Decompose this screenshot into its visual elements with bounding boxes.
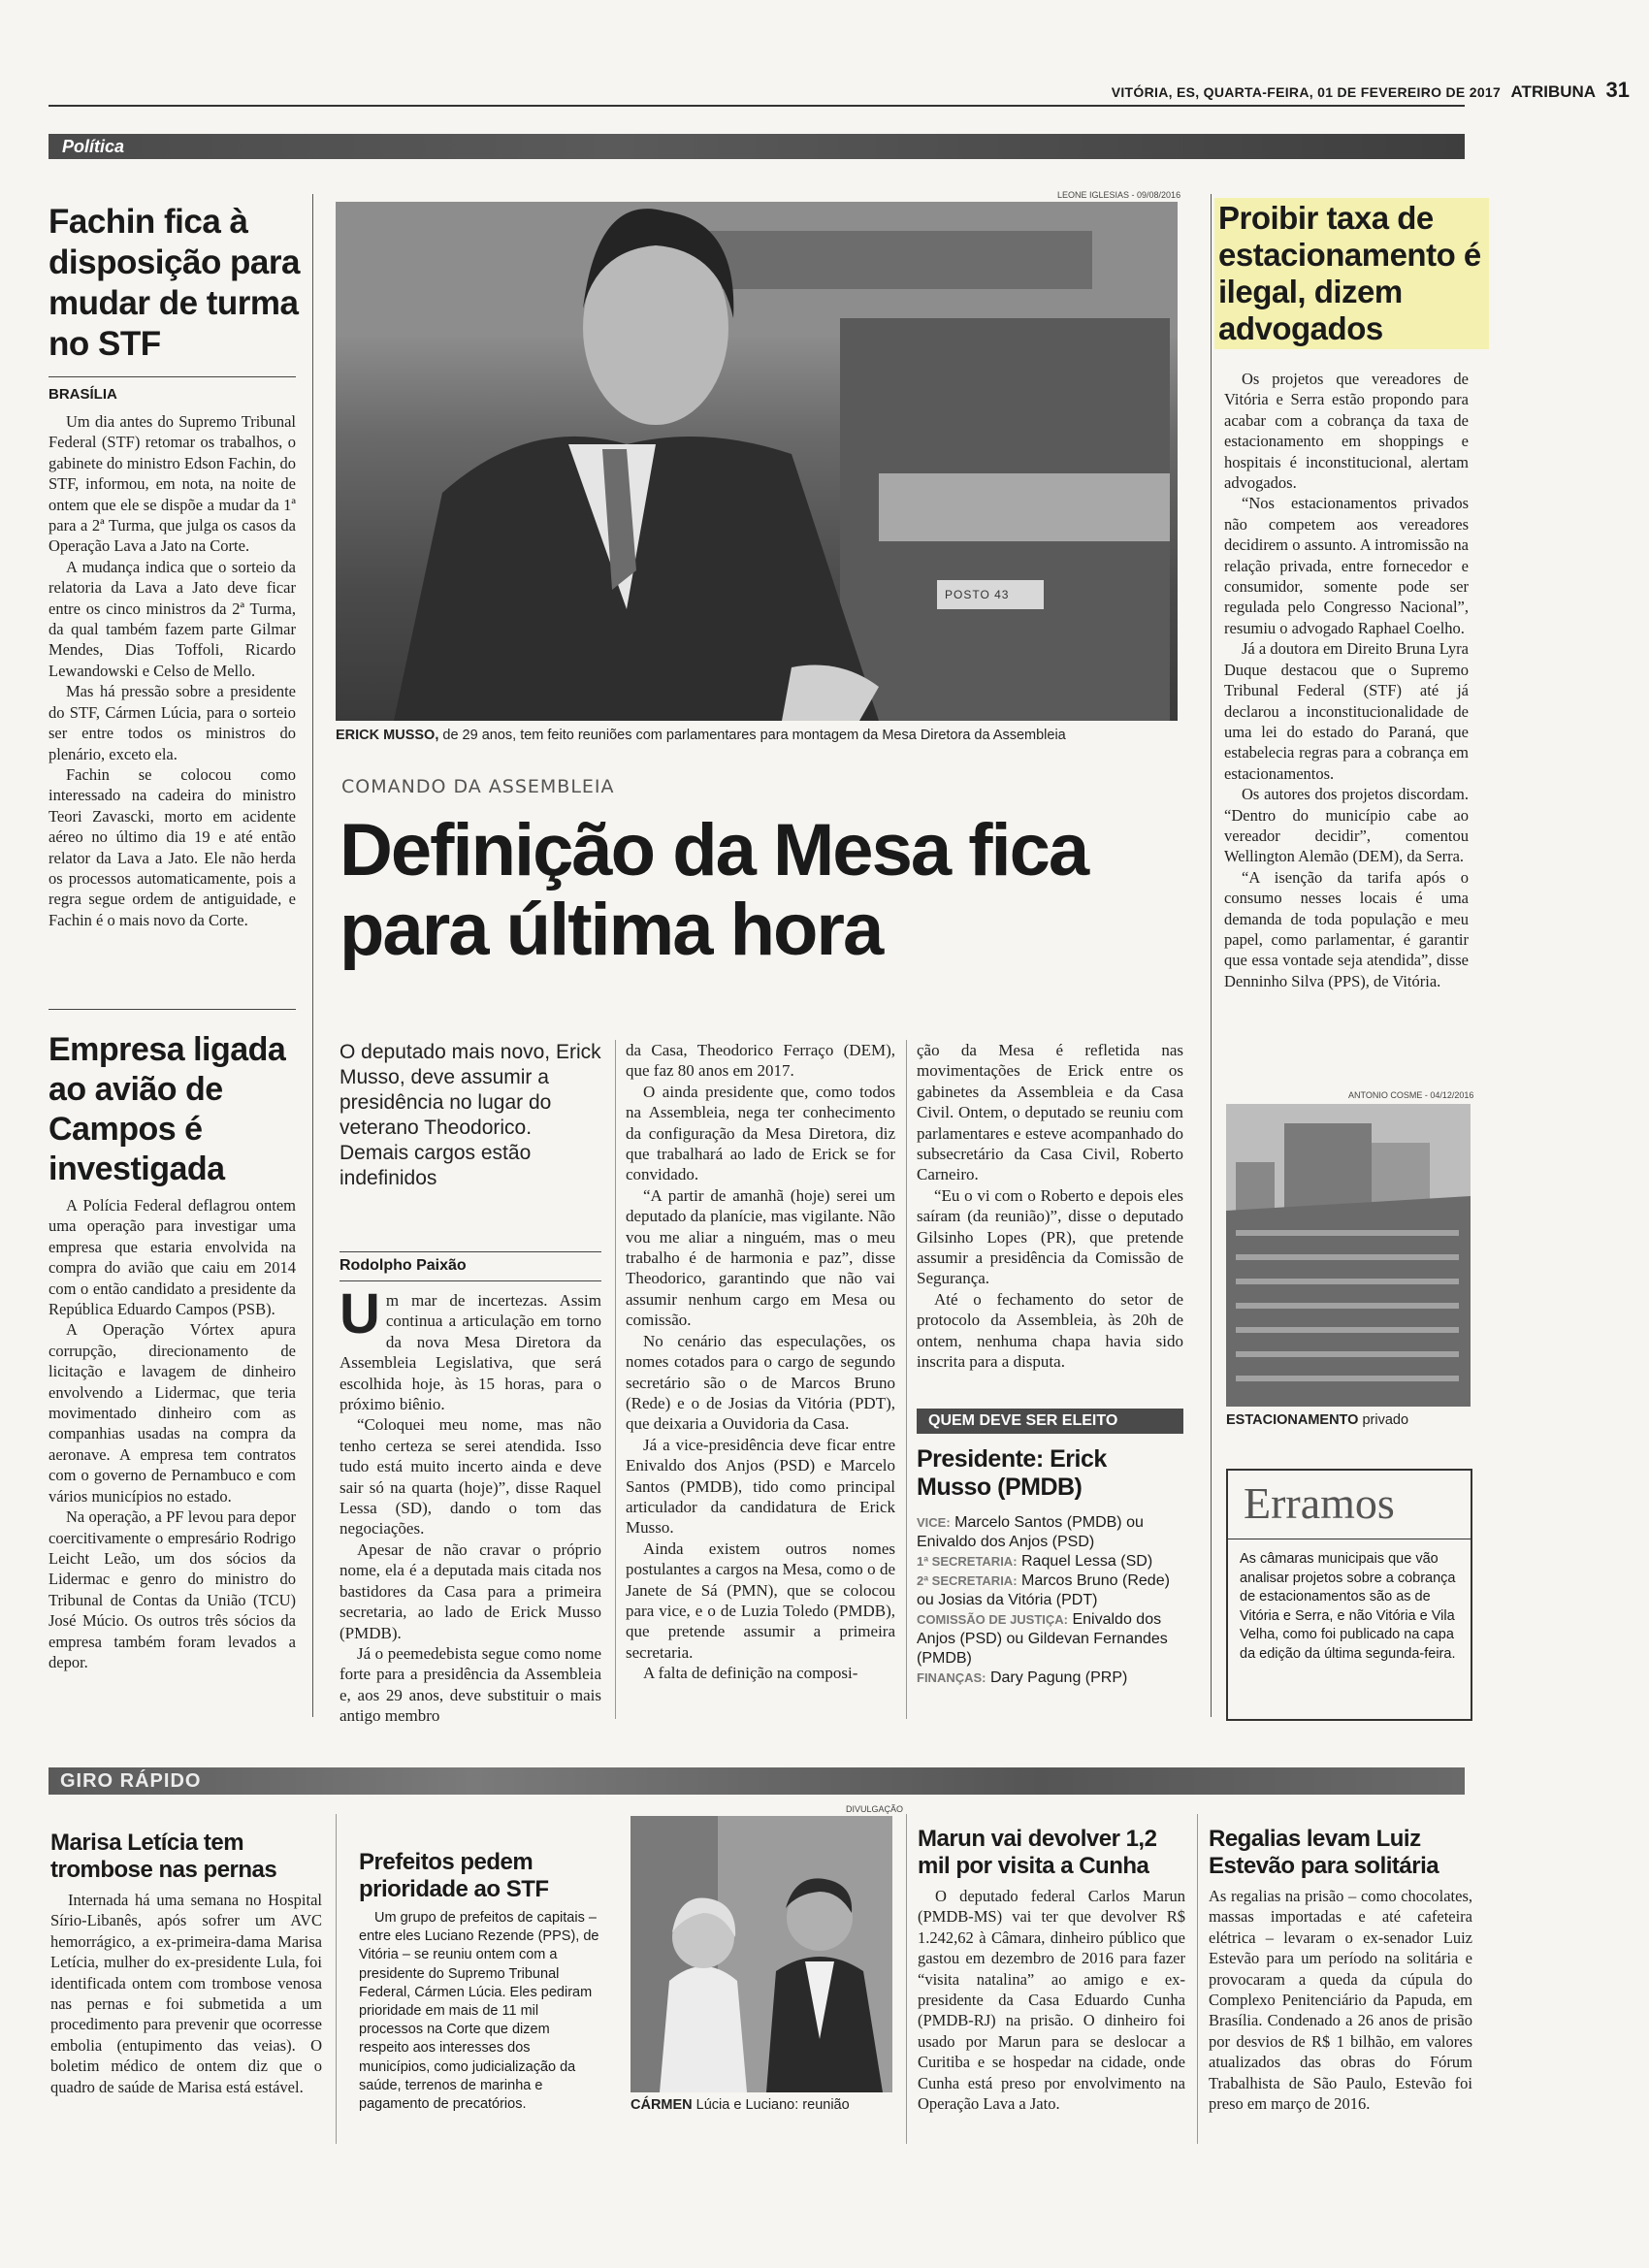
page-header [970, 78, 1630, 101]
taxa-p2: “Nos estacionamentos privados não competem aos vereadores decidirem o assunto. A intromissão na relação privada, entre fornecedor e consumidor, somente pode ser regulada pelo Congresso Nacional”, resumiu o advogado Raphael Coelho. [1224, 494, 1469, 637]
lead-kicker: COMANDO DA ASSEMBLEIA [341, 776, 615, 797]
quem-item-text: Raquel Lessa (SD) [1020, 1553, 1153, 1570]
empresa-p3: Na operação, a PF levou para depor coercitivamente o empresário Rodrigo Leicht Leão, um dos sócios da Lidermac e genro do ministro do Tribunal de Contas da União (TCU) José Múcio. Os outros três sócios da empresa também foram levados a depor. [48, 1507, 296, 1671]
fachin-p2: A mudança indica que o sorteio da relatoria da Lava a Jato deve ficar entre os cinco ministros da 2ª Turma, da qual também fazem parte Gilmar Mendes, Dias Toffoli, Ricardo Lewandowski e Celso de Mello. [48, 557, 296, 680]
main-photo-caption [336, 728, 1189, 743]
quem-item [917, 1552, 1183, 1571]
giro-divider-3 [1197, 1814, 1198, 2144]
lead-col1-p2: “Coloquei meu nome, mas não tenho certeza se serei atendida. Isso tudo está muito incerto ainda e deve sair só na quarta (hoje)”, disse Raquel Lessa (SD), dando o tom das negociações. [340, 1415, 601, 1539]
parking-photo-caption [1226, 1412, 1478, 1428]
giro-divider-2 [906, 1814, 907, 2144]
main-photo-credit: LEONE IGLESIAS - 09/08/2016 [1057, 190, 1181, 200]
lead-col3-p1: ção da Mesa é refletida nas movimentações de Erick entre os gabinetes da Assembleia e da Casa Civil. Ontem, o deputado se reuniu com parlamentares e esteve acompanhado do subsecretário da Casa Civil, Roberto Carneiro. [917, 1041, 1183, 1184]
lead-col2-p1: da Casa, Theodorico Ferraço (DEM), que faz 80 anos em 2017. [626, 1041, 895, 1081]
marisa-headline: Marisa Letícia tem trombose nas pernas [50, 1830, 277, 1883]
marisa-body [50, 1890, 322, 2097]
fachin-dateline: BRASÍLIA [48, 386, 117, 403]
lead-col1 [340, 1282, 601, 1727]
quem-item-label: COMISSÃO DE JUSTIÇA: [917, 1612, 1069, 1627]
lead-col1-p4: Já o peemedebista segue como nome forte para a presidência da Assembleia e, aos 29 anos, deve substituir o mais antigo membro [340, 1643, 601, 1726]
marisa-p1: Internada há uma semana no Hospital Sírio-Libanês, após sofrer um AVC hemorrágico, a ex-primeira-dama Marisa Letícia, mulher do ex-presidente Lula, foi identificada ontem com trombose venosa nas pernas e foi submetida a um procedimento para prevenir que ocorresse embolia (entupimento das veias). O boletim médico de ontem diz que o quadro de saúde de Marisa está estável. [50, 1891, 322, 2096]
parking-caption-name: ESTACIONAMENTO [1226, 1412, 1359, 1428]
taxa-headline: Proibir taxa de estacionamento é ilegal, dizem advogados [1214, 198, 1489, 349]
lead-col2-p7: A falta de definição na composi- [643, 1664, 858, 1683]
empresa-body [48, 1195, 296, 1672]
taxa-p5: “A isenção da tarifa após o consumo nesses locais é uma demanda de toda população e meu papel, como parlamentar, é garantir que essa vontade seja atendida”, disse Denninho Silva (PPS), de Vitória. [1224, 867, 1469, 990]
fachin-p1: Um dia antes do Supremo Tribunal Federal (STF) retomar os trabalhos, o gabinete do ministro Edson Fachin, do STF, informou, em nota, na noite de ontem que ele se dispõe a mudar da 1ª para a 2ª Turma, que julga os casos da Operação Lava a Jato na Corte. [48, 412, 296, 556]
empresa-p2: A Operação Vórtex apura corrupção, direcionamento de licitação e lavagem de dinheiro envolvendo a Lidermac, que teria movimentado dinheiro com as companhias usadas na compra da aeronave. A empresa tem contratos com o governo de Pernambuco e com vários municípios no estado. [48, 1320, 296, 1506]
lead-col1-p1: m mar de incertezas. Assim continua a articulação em torno da nova Mesa Diretora da Assembleia Legislativa, que será escolhida hoje, às 15 horas, para o próximo biênio. [340, 1291, 601, 1414]
byline-rule-bottom [340, 1280, 601, 1281]
taxa-p3: Já a doutora em Direito Bruna Lyra Duque destacou que o Supremo Tribunal Federal (STF) até já declarou a inconstitucionalidade de uma lei do estado do Paraná, que estabelecia regras para a cobrança em estacionamentos. [1224, 639, 1469, 783]
dateline: VITÓRIA, ES, QUARTA-FEIRA, 01 DE FEVEREIRO DE 2017 [1111, 84, 1502, 100]
lead-col3 [917, 1040, 1183, 1373]
byline-rule-top [340, 1251, 601, 1252]
lead-byline: Rodolpho Paixão [340, 1257, 467, 1274]
quem-item-label: 1ª SECRETARIA: [917, 1554, 1018, 1569]
giro-title: GIRO RÁPIDO [60, 1770, 202, 1792]
lead-col2-p6: Ainda existem outros nomes postulantes a cargos na Mesa, como o de Janete de Sá (PMN), que se colocou para vice, e o de Luzia Toledo (PMDB), que pretende assumir a primeira secretaria. [626, 1539, 895, 1662]
page-number: 31 [1605, 78, 1630, 102]
section-title: Política [62, 137, 125, 156]
quem-bar [917, 1409, 1183, 1434]
fachin-end-rule [48, 1009, 296, 1010]
lead-col2-p4: No cenário das especulações, os nomes cotados para o cargo de segundo secretário são o de Marcos Bruno (Rede) e o de Josias da Vitória (PDT), que deixaria a Ouvidoria da Casa. [626, 1331, 895, 1434]
fachin-p4: Fachin se colocou como interessado na cadeira do ministro Teori Zavascki, morto em acidente aéreo no último dia 19 e até então relator da Lava a Jato. Ele não herda os processos automaticamente, pois a regra segue ordem de antiguidade, e Fachin é o mais novo da Corte. [48, 764, 296, 929]
quem-item [917, 1571, 1183, 1610]
regalias-body [1209, 1886, 1472, 2114]
main-photo-image [336, 202, 1178, 721]
prefeitos-photo-image [630, 1816, 892, 2092]
erramos-title: Erramos [1244, 1478, 1395, 1528]
regalias-headline: Regalias levam Luiz Estevão para solitária [1209, 1826, 1439, 1879]
lead-col3-p2: “Eu o vi com o Roberto e depois eles saíram (da reunião)”, disse o deputado Gilsinho Lopes (PR), que pretende assumir a presidência da Comissão de Segurança. [917, 1185, 1183, 1288]
prefeitos-body: Um grupo de prefeitos de capitais – entre eles Luciano Rezende (PPS), de Vitória – se reuniu ontem com a presidente do Supremo Tribunal Federal, Cármen Lúcia. Eles pediram prioridade em mais de 11 mil processos na Corte que dizem respeito aos interesses dos municípios, como judicialização da saúde, terrenos de marinha e pagamento de precatórios. [359, 1910, 599, 2113]
marun-headline: Marun vai devolver 1,2 mil por visita a Cunha [918, 1826, 1157, 1879]
caption-text: de 29 anos, tem feito reuniões com parlamentares para montagem da Mesa Diretora da Assembleia [442, 728, 1066, 743]
fachin-headline: Fachin fica à disposição para mudar de turma no STF [48, 203, 300, 363]
lead-deck: O deputado mais novo, Erick Musso, deve assumir a presidência no lugar do veterano Theodorico. Demais cargos estão indefinidos [340, 1041, 601, 1189]
quem-item [917, 1610, 1183, 1669]
lead-col-divider-1 [615, 1040, 616, 1719]
empresa-headline: Empresa ligada ao avião de Campos é investigada [48, 1031, 286, 1187]
parking-photo [1226, 1104, 1471, 1407]
erramos-box [1226, 1469, 1472, 1721]
quem-title: Presidente: Erick Musso (PMDB) [917, 1445, 1107, 1501]
erramos-body: As câmaras municipais que vão analisar projetos sobre a cobrança de estacionamentos são as de Vitória e Serra, e não Vitória e Vila Velha, como foi publicado na capa da edição da última segunda-feira. [1240, 1551, 1456, 1662]
quem-item-text: Marcelo Santos (PMDB) ou Enivaldo dos Anjos (PSD) [917, 1514, 1144, 1550]
main-photo [336, 202, 1178, 721]
fachin-p3: Mas há pressão sobre a presidente do STF, Cármen Lúcia, para o sorteio ser entre todos os ministros do plenário, exceto ela. [48, 682, 296, 763]
quem-item-text: Enivaldo dos Anjos (PSD) ou Gildevan Fernandes (PMDB) [917, 1611, 1168, 1667]
prefeitos-headline: Prefeitos pedem prioridade ao STF [359, 1849, 549, 1902]
caption-name: ERICK MUSSO, [336, 728, 439, 743]
quem-item [917, 1669, 1183, 1688]
nameplate: POSTO 43 [945, 588, 1010, 601]
quem-item [917, 1513, 1183, 1552]
fachin-rule [48, 376, 296, 377]
prefeitos-photo [630, 1816, 892, 2092]
section-bar [48, 134, 1465, 159]
quem-list [917, 1513, 1183, 1688]
paper-name: ATRIBUNA [1510, 82, 1597, 101]
left-column-divider [312, 194, 313, 1717]
marun-p1: O deputado federal Carlos Marun (PMDB-MS) vai ter que devolver R$ 1.242,62 à Câmara, dinheiro público que gastou em dezembro de 2016 para fazer “visita natalina” ao amigo e ex-presidente da Casa Eduardo Cunha (PMDB-RJ) na prisão. O dinheiro foi usado por Marun para se deslocar a Curitiba e se hospedar na cidade, onde Cunha está preso por envolvimento na Operação Lava a Jato. [918, 1887, 1185, 2114]
regalias-p1: As regalias na prisão – como chocolates, massas importadas e até cafeteira elétrica – levaram o ex-senador Luiz Estevão para um período na solitária e provocaram a queda da cúpula do Complexo Penitenciário da Papuda, em Brasília. Condenado a 26 anos de prisão por desvios de R$ 1 bilhão, em valores atualizados das obras do Fórum Trabalhista de São Paulo, Estevão foi preso em março de 2016. [1209, 1887, 1472, 2114]
prefeitos-photo-caption [630, 2097, 902, 2113]
prefeitos-photo-credit: DIVULGAÇÃO [846, 1804, 904, 1814]
header-rule [48, 105, 1465, 107]
lead-col-divider-2 [906, 1040, 907, 1719]
lead-col2-p5: Já a vice-presidência deve ficar entre Enivaldo dos Anjos (PSD) e Marcelo Santos (PMDB), tido como principal articulador da candidatura de Erick Musso. [626, 1435, 895, 1538]
marun-body [918, 1886, 1185, 2114]
lead-headline: Definição da Mesa fica para última hora [340, 809, 1088, 971]
quem-item-label: VICE: [917, 1515, 951, 1530]
prefeitos-caption-name: CÁRMEN [630, 2097, 693, 2113]
lead-col2-p3: “A partir de amanhã (hoje) serei um deputado da planície, mas vigilante. Não vou me aliar a ninguém, mas o meu trabalho é de harmonia e paz”, disse Theodorico, garantindo que não vai assumir nenhum cargo em Mesa ou comissão. [626, 1185, 895, 1330]
drop-cap: U [340, 1282, 380, 1345]
lead-col2-p2: O ainda presidente que, como todos na Assembleia, nega ter conhecimento da configuração da Mesa Diretora, diz que trabalhará ao lado de Erick se for convidado. [626, 1082, 895, 1184]
taxa-p4: Os autores dos projetos discordam. “Dentro do município cabe ao vereador decidir”, comentou Wellington Alemão (DEM), da Serra. [1224, 785, 1469, 866]
quem-item-text: Marcos Bruno (Rede) ou Josias da Vitória (PDT) [917, 1572, 1170, 1608]
quem-bar-title: QUEM DEVE SER ELEITO [928, 1412, 1118, 1429]
quem-item-label: 2ª SECRETARIA: [917, 1573, 1018, 1588]
parking-photo-credit: ANTONIO COSME - 04/12/2016 [1348, 1090, 1474, 1100]
lead-col3-p3: Até o fechamento do setor de protocolo da Assembleia, às 20h de ontem, nenhuma chapa havia sido inscrita para a disputa. [917, 1289, 1183, 1372]
taxa-p1: Os projetos que vereadores de Vitória e Serra estão propondo para acabar com a cobrança da taxa de estacionamento em shoppings e hospitais é inconstitucional, alertam advogados. [1224, 370, 1469, 493]
giro-bar [48, 1767, 1465, 1795]
lead-col2 [626, 1040, 895, 1684]
giro-divider-1 [336, 1814, 337, 2144]
empresa-p1: A Polícia Federal deflagrou ontem uma operação para investigar uma empresa que estaria envolvida na compra do avião que caiu em 2014 com o então candidato a presidente da República Eduardo Campos (PSB). [48, 1196, 296, 1319]
parking-photo-image [1226, 1104, 1471, 1407]
right-column-divider [1211, 194, 1212, 1717]
prefeitos-caption-text: Lúcia e Luciano: reunião [695, 2097, 850, 2113]
taxa-body [1224, 369, 1469, 991]
quem-item-label: FINANÇAS: [917, 1670, 986, 1685]
quem-item-text: Dary Pagung (PRP) [989, 1669, 1128, 1686]
fachin-body [48, 411, 296, 930]
parking-caption-text: privado [1362, 1412, 1409, 1428]
lead-col1-p3: Apesar de não cravar o próprio nome, ela é a deputada mais citada nos bastidores da Casa para a primeira secretaria, ao lado de Erick Musso (PMDB). [340, 1539, 601, 1642]
